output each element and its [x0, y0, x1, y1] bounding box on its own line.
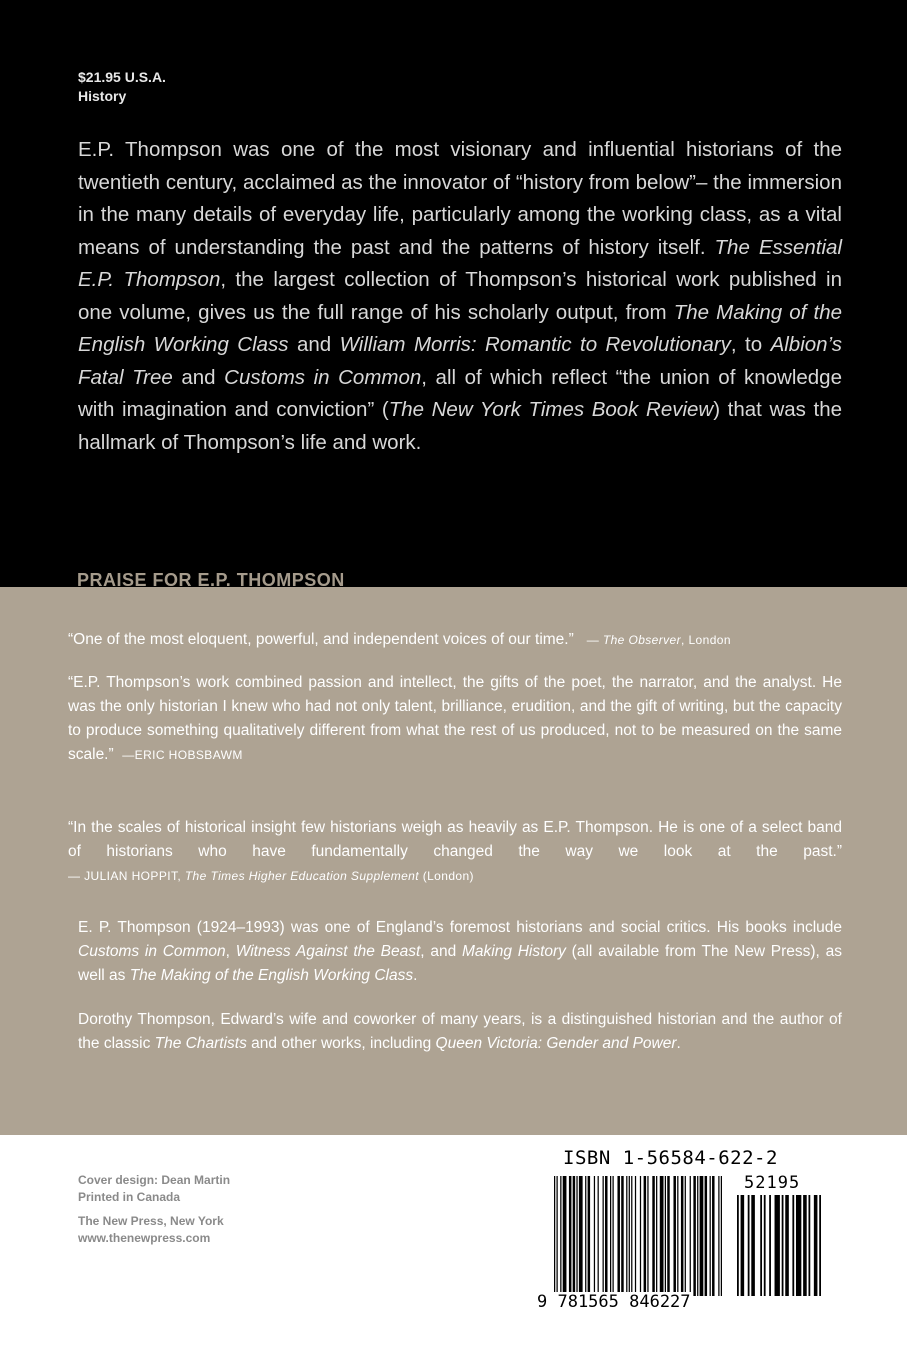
barcode-bar	[796, 1195, 801, 1296]
bio-title: Customs in Common	[78, 943, 226, 960]
barcode-bar	[554, 1176, 555, 1296]
printed-in-credit: Printed in Canada	[78, 1190, 181, 1204]
quote-place: , London	[681, 633, 731, 647]
desc-title: The Making of the English Working Class	[78, 300, 843, 356]
quote-text: “In the scales of historical insight few historians weigh as heavily as E.P. Thompson. He is one of a select band of historians who have fundamentally changed the way we look at the past.”	[68, 819, 842, 860]
barcode-bar	[560, 1176, 561, 1296]
barcode-bar	[652, 1176, 654, 1296]
barcode-bar	[814, 1195, 818, 1296]
barcode-bar	[721, 1176, 722, 1296]
barcode-bar	[803, 1195, 807, 1296]
barcode-bar	[681, 1176, 683, 1296]
barcode-bar	[741, 1195, 745, 1296]
barcode-bar	[705, 1176, 707, 1296]
bio-title: The Making of the English Working Class	[129, 967, 414, 984]
bio-text: .	[676, 1035, 681, 1052]
quote-author: — JULIAN HOPPIT,	[68, 869, 185, 883]
barcode-bar	[769, 1195, 771, 1296]
barcode-bar	[673, 1176, 675, 1296]
desc-text: ) that was the hallmark of Thompson’s life and work.	[78, 398, 842, 454]
barcode-bar	[644, 1176, 646, 1296]
barcode-bar	[660, 1176, 664, 1296]
barcode-bar	[775, 1195, 780, 1296]
barcode-bar	[640, 1176, 641, 1296]
description-panel	[0, 0, 907, 587]
quote-text: “One of the most eloquent, powerful, and independent voices of our time.”	[68, 631, 574, 648]
barcode-bar	[710, 1176, 711, 1296]
barcode-bar	[697, 1176, 698, 1296]
ean-digits: 9 781565 846227	[537, 1292, 691, 1312]
quote-source: The Observer	[602, 633, 682, 647]
bio-title: Making History	[461, 943, 566, 960]
barcode-bar	[573, 1176, 575, 1296]
barcode-bar	[605, 1176, 607, 1296]
desc-text: , all of which reflect “the union of knowledge with imagination and conviction” (	[78, 365, 842, 421]
barcode-bar	[585, 1176, 586, 1296]
bio-text: and other works, including	[246, 1035, 436, 1052]
desc-text: E.P. Thompson was one of the most visionary and influential historians of the twentieth century, acclaimed as the innovator of “history from below”– the immersion in the many details of everyday life, particularly among the working class, as a vital means of understanding the past and the patterns of history itself.	[78, 138, 842, 259]
author-bio	[78, 916, 842, 988]
desc-text: , the largest collection of Thompson’s historical work published in one volume, gives us the full range of his scholarly output, from	[78, 268, 842, 324]
barcode-bar	[631, 1176, 632, 1296]
barcode-bar	[612, 1176, 613, 1296]
quote-place: (London)	[418, 869, 474, 883]
desc-title: The New York Times Book Review	[388, 398, 714, 421]
barcode-bar	[760, 1195, 762, 1296]
credits-design	[78, 1172, 230, 1206]
bio-text: E. P. Thompson (1924–1993) was one of England’s foremost historians and social critics. His books include	[78, 919, 842, 936]
barcode-bar	[808, 1195, 810, 1296]
barcode-bar	[748, 1195, 750, 1296]
barcode-bar	[579, 1176, 583, 1296]
bio-text: , and	[420, 943, 462, 960]
barcode-bar	[656, 1176, 657, 1296]
barcode-bar	[588, 1176, 590, 1296]
price-code-digits: 52195	[744, 1173, 801, 1193]
bio-text: .	[413, 967, 418, 984]
barcode-bar	[782, 1195, 784, 1296]
barcode-bar	[690, 1176, 691, 1296]
bio-text: ,	[225, 943, 236, 960]
barcode-bar	[610, 1176, 611, 1296]
desc-title: Customs in Common	[224, 365, 422, 389]
desc-title: William Morris: Romantic to Revolutionary	[339, 333, 731, 356]
barcode-bar	[629, 1176, 630, 1296]
barcode-bar	[635, 1176, 636, 1296]
barcode-bar	[677, 1176, 678, 1296]
barcode-bar	[594, 1176, 595, 1296]
barcode-bar	[712, 1176, 714, 1296]
barcode-bar	[647, 1176, 648, 1296]
barcode-bar	[576, 1176, 577, 1296]
quote-text: “E.P. Thompson’s work combined passion and intellect, the gifts of the poet, the narrator, and the analyst. He was the only historian I knew who had not only talent, brilliance, erudition, and the gift of writing, but the capacity to produce something qualitatively different from what the rest of us produced, not to be measured on the same scale.”	[68, 674, 842, 763]
price-label	[78, 68, 166, 106]
barcode-bar	[563, 1176, 567, 1296]
barcode-bar	[667, 1176, 669, 1296]
isbn-label: ISBN 1-56584-622-2	[563, 1147, 778, 1169]
ean-barcode	[554, 1176, 722, 1296]
barcode-bar	[603, 1176, 604, 1296]
barcode-bar	[700, 1176, 704, 1296]
barcode-bar	[569, 1176, 571, 1296]
barcode-bar	[737, 1195, 739, 1296]
book-description	[78, 134, 842, 459]
barcode-bar	[685, 1176, 686, 1296]
cover-design-credit: Cover design: Dean Martin	[78, 1173, 231, 1187]
quote-hoppit	[68, 816, 842, 888]
quote-attribution: —ERIC HOBSBAWM	[122, 748, 243, 762]
desc-text: and	[288, 333, 340, 356]
bio-text: Dorothy Thompson, Edward’s wife and coworker of many years, is a distinguished historian and the author of the classic	[78, 1011, 842, 1052]
praise-heading: PRAISE FOR E.P. THOMPSON	[77, 570, 345, 587]
editor-bio	[78, 1008, 842, 1056]
desc-text: , to	[730, 333, 771, 356]
barcode-bar	[792, 1195, 794, 1296]
publisher-name: The New Press, New York	[78, 1214, 224, 1228]
barcode-bar	[626, 1176, 627, 1296]
desc-text: and	[172, 365, 225, 389]
barcode-bar	[751, 1195, 755, 1296]
quote-hobsbawm	[68, 671, 842, 767]
quote-attribution	[68, 864, 842, 888]
quote-dash: —	[586, 633, 603, 647]
barcode-bar	[621, 1176, 623, 1296]
publisher-website: www.thenewpress.com	[78, 1231, 211, 1245]
barcode-bar	[718, 1176, 719, 1296]
barcode-bar	[617, 1176, 619, 1296]
barcode-bar	[693, 1176, 695, 1296]
barcode-bar	[598, 1176, 599, 1296]
bio-text: (all available from The New Press), as well as	[78, 943, 842, 984]
quote-observer	[68, 628, 848, 652]
quote-source: The Times Higher Education Supplement	[184, 869, 419, 883]
desc-title: The Essential E.P. Thompson	[78, 235, 843, 291]
price-text: $21.95 U.S.A.	[78, 69, 166, 85]
bio-title: The Chartists	[154, 1035, 247, 1052]
barcode-bar	[556, 1176, 557, 1296]
barcode-bar	[819, 1195, 821, 1296]
barcode-bar	[764, 1195, 766, 1296]
price-barcode	[737, 1195, 821, 1296]
desc-title: Albion’s Fatal Tree	[78, 333, 842, 389]
barcode-bar	[665, 1176, 666, 1296]
category-text: History	[78, 88, 127, 104]
barcode-bar	[785, 1195, 789, 1296]
credits-publisher	[78, 1213, 224, 1247]
bio-title: Queen Victoria: Gender and Power	[435, 1035, 677, 1052]
bio-title: Witness Against the Beast	[235, 943, 421, 960]
